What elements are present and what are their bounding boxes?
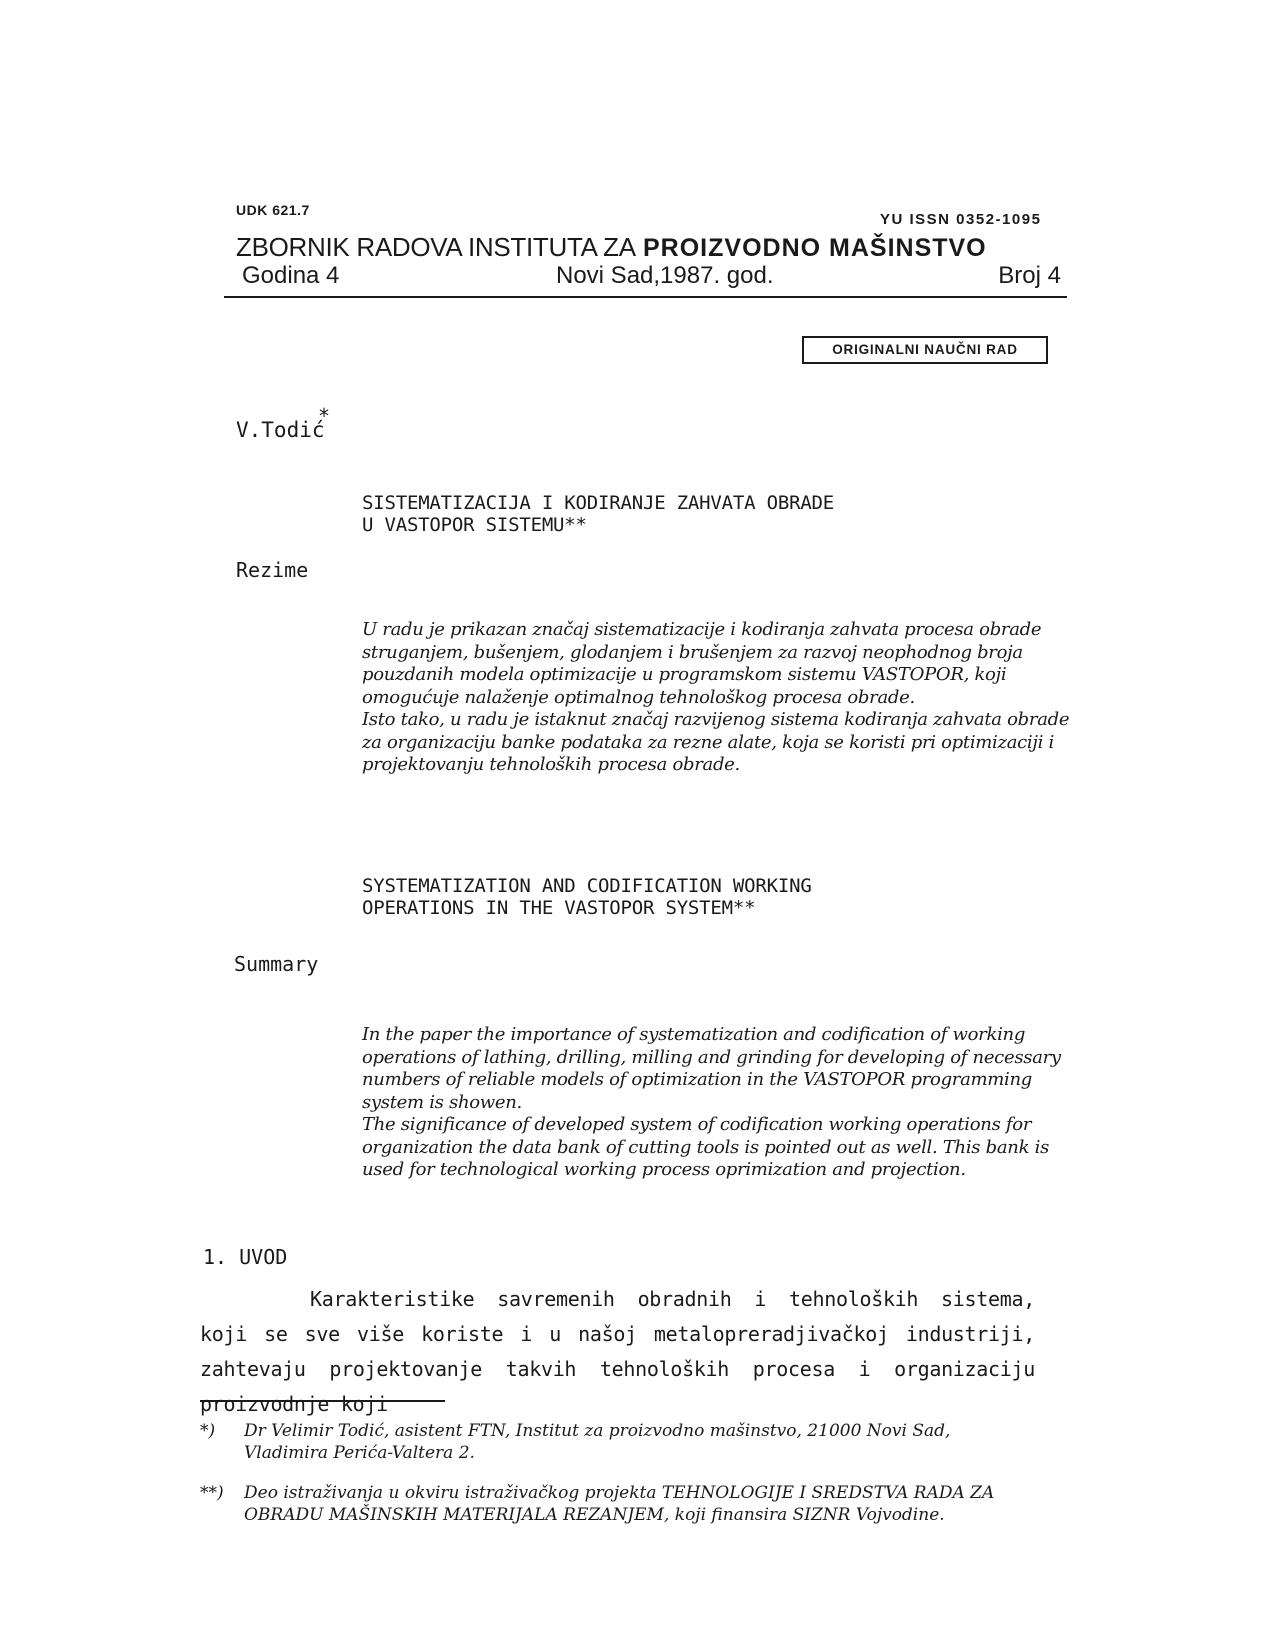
journal-title-suffix: PROIZVODNO MAŠINSTVO <box>643 234 987 262</box>
abstract-english-paragraph-2: The significance of developed system of codification working operations for organization the data bank of cutting tools is pointed out as well. This bank is used for technological working process oprimization and projection. <box>362 1114 1050 1180</box>
footnote-divider <box>200 1400 445 1402</box>
paper-type-badge: ORIGINALNI NAUČNI RAD <box>802 336 1048 364</box>
journal-title <box>236 232 987 263</box>
abstract-english <box>362 1024 1092 1182</box>
journal-meta-row <box>236 262 1061 292</box>
abstract-serbian <box>362 619 1092 777</box>
abstract-english-paragraph-1: In the paper the importance of systematization and codification of working operations of lathing, drilling, milling and grinding for developing of necessary numbers of reliable models of optimization in the VASTOPOR programming system is showen. <box>362 1024 1061 1113</box>
summary-label: Summary <box>234 952 319 976</box>
intro-paragraph: Karakteristike savremenih obradnih i tehnoloških sistema, koji se sve više koriste i u našoj metalopreradjivačkoj industriji, zahtevaju projektovanje takvih tehnoloških procesa i organizaciju proizvodnje koji <box>200 1287 1035 1416</box>
paper-title-english <box>362 875 812 919</box>
abstract-serbian-paragraph-1: U radu je prikazan značaj sistematizacije i kodiranja zahvata procesa obrade struganjem, bušenjem, glodanjem i brušenjem za razvoj neophodnog broja pouzdanih modela optimizacije u programskom sistemu VASTOPOR, koji omogućuje nalaženje optimalnog tehnološkog procesa obrade. <box>362 619 1042 708</box>
paper-title-serbian-line2: U VASTOPOR SISTEMU** <box>362 514 587 536</box>
paper-title-english-line2: OPERATIONS IN THE VASTOPOR SYSTEM** <box>362 897 756 919</box>
section-heading-intro: 1. UVOD <box>203 1245 288 1269</box>
paper-title-english-line1: SYSTEMATIZATION AND CODIFICATION WORKING <box>362 875 812 897</box>
journal-issue: Broj 4 <box>998 262 1061 289</box>
paper-title-serbian-line1: SISTEMATIZACIJA I KODIRANJE ZAHVATA OBRADE <box>362 492 835 514</box>
footnote-1-text: Dr Velimir Todić, asistent FTN, Institut za proizvodno mašinstvo, 21000 Novi Sad, Vladimira Perića-Valtera 2. <box>244 1421 951 1463</box>
footnote-1-mark: *) <box>200 1421 216 1441</box>
abstract-serbian-paragraph-2: Isto tako, u radu je istaknut značaj razvijenog sistema kodiranja zahvata obrade za organizaciju banke podataka za rezne alate, koja se koristi pri optimizaciji i projektovanju tehnoloških procesa obrade. <box>362 709 1070 775</box>
footnote-2-text: Deo istraživanja u okviru istraživačkog projekta TEHNOLOGIJE I SREDSTVA RADA ZA OBRADU MAŠINSKIH MATERIJALA REZANJEM, koji finansira SIZNR Vojvodine. <box>244 1483 995 1525</box>
journal-place-date: Novi Sad,1987. god. <box>556 262 774 289</box>
header-divider <box>224 296 1067 298</box>
footnote-2-mark: **) <box>200 1483 224 1503</box>
issn-code: YU ISSN 0352-1095 <box>880 211 1042 228</box>
journal-year: Godina 4 <box>242 262 340 289</box>
rezime-label: Rezime <box>236 558 309 582</box>
paper-title-serbian <box>362 492 834 536</box>
footnote-1 <box>200 1420 1060 1470</box>
author-footnote-mark: * <box>318 404 331 428</box>
udk-code: UDK 621.7 <box>236 202 310 218</box>
author-name: V.Todić <box>236 418 325 442</box>
footnote-2 <box>200 1482 1060 1562</box>
journal-title-prefix: ZBORNIK RADOVA INSTITUTA ZA <box>236 232 636 262</box>
